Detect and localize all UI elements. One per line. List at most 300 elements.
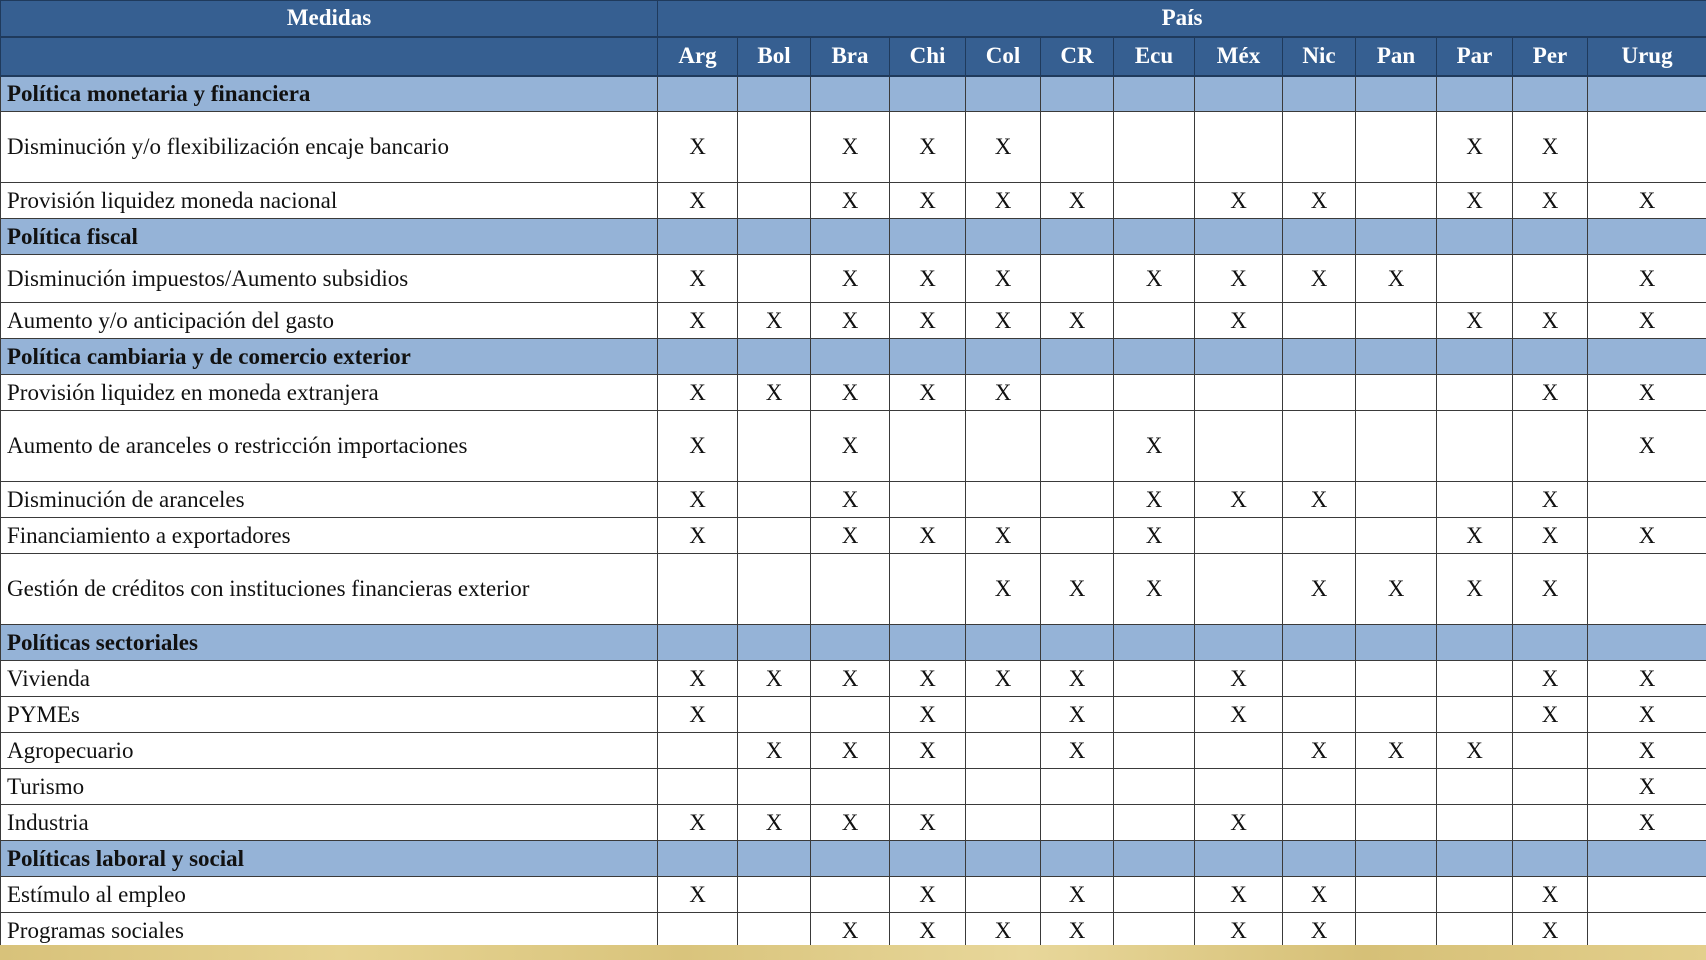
mark-cell — [1356, 518, 1437, 554]
measure-label: Agropecuario — [1, 733, 658, 769]
mark-cell: X — [1114, 482, 1195, 518]
section-fill-cell — [1437, 219, 1513, 255]
mark-cell: X — [890, 255, 966, 303]
mark-cell: X — [1588, 255, 1706, 303]
mark-cell — [738, 411, 811, 482]
mark-cell — [1513, 733, 1588, 769]
mark-cell — [1588, 913, 1706, 949]
mark-cell — [1437, 482, 1513, 518]
mark-cell — [1437, 661, 1513, 697]
mark-cell — [1437, 769, 1513, 805]
mark-cell — [1437, 697, 1513, 733]
mark-cell: X — [1437, 183, 1513, 219]
mark-cell — [811, 877, 890, 913]
section-fill-cell — [966, 339, 1041, 375]
section-fill-cell — [811, 76, 890, 112]
mark-cell: X — [738, 805, 811, 841]
mark-cell: X — [658, 877, 738, 913]
mark-cell: X — [1588, 183, 1706, 219]
mark-cell — [658, 913, 738, 949]
section-fill-cell — [966, 625, 1041, 661]
mark-cell — [1283, 697, 1356, 733]
table-row — [1, 375, 1706, 411]
section-fill-cell — [658, 841, 738, 877]
mark-cell — [738, 255, 811, 303]
mark-cell — [1114, 303, 1195, 339]
mark-cell: X — [1283, 482, 1356, 518]
mark-cell: X — [1283, 877, 1356, 913]
mark-cell: X — [1283, 255, 1356, 303]
mark-cell: X — [811, 255, 890, 303]
mark-cell: X — [658, 112, 738, 183]
mark-cell: X — [1195, 255, 1283, 303]
mark-cell — [1513, 769, 1588, 805]
mark-cell — [1356, 877, 1437, 913]
measure-label: Industria — [1, 805, 658, 841]
measure-label: Disminución de aranceles — [1, 482, 658, 518]
mark-cell: X — [658, 375, 738, 411]
mark-cell: X — [1041, 661, 1114, 697]
mark-cell — [658, 769, 738, 805]
section-fill-cell — [738, 219, 811, 255]
section-fill-cell — [1513, 219, 1588, 255]
country-column-header: Chi — [890, 37, 966, 76]
section-fill-cell — [1356, 841, 1437, 877]
mark-cell — [1195, 769, 1283, 805]
mark-cell: X — [658, 183, 738, 219]
mark-cell: X — [811, 411, 890, 482]
section-fill-cell — [1114, 841, 1195, 877]
mark-cell: X — [811, 661, 890, 697]
mark-cell — [1588, 112, 1706, 183]
measures-subheader-blank — [1, 37, 658, 76]
section-row — [1, 76, 1706, 112]
mark-cell — [1513, 255, 1588, 303]
mark-cell — [1283, 303, 1356, 339]
measure-label: Provisión liquidez moneda nacional — [1, 183, 658, 219]
section-fill-cell — [1356, 625, 1437, 661]
header-row-countries — [1, 37, 1706, 76]
table-row — [1, 554, 1706, 625]
mark-cell: X — [966, 661, 1041, 697]
country-column-header: Arg — [658, 37, 738, 76]
section-row — [1, 339, 1706, 375]
mark-cell: X — [1513, 877, 1588, 913]
mark-cell — [1356, 411, 1437, 482]
mark-cell: X — [1437, 554, 1513, 625]
mark-cell: X — [1588, 769, 1706, 805]
mark-cell — [738, 554, 811, 625]
section-fill-cell — [1283, 339, 1356, 375]
country-column-header: Bol — [738, 37, 811, 76]
table-row — [1, 805, 1706, 841]
mark-cell: X — [811, 733, 890, 769]
mark-cell — [1114, 661, 1195, 697]
table-row — [1, 877, 1706, 913]
mark-cell — [966, 411, 1041, 482]
section-fill-cell — [811, 625, 890, 661]
mark-cell — [1437, 411, 1513, 482]
section-row — [1, 841, 1706, 877]
mark-cell — [1041, 255, 1114, 303]
mark-cell — [1195, 411, 1283, 482]
mark-cell — [1283, 769, 1356, 805]
mark-cell — [1356, 482, 1437, 518]
mark-cell: X — [966, 303, 1041, 339]
measure-label: Programas sociales — [1, 913, 658, 949]
section-fill-cell — [890, 219, 966, 255]
mark-cell — [1114, 805, 1195, 841]
mark-cell — [738, 482, 811, 518]
section-fill-cell — [966, 219, 1041, 255]
section-fill-cell — [1588, 219, 1706, 255]
mark-cell — [1356, 375, 1437, 411]
mark-cell: X — [811, 482, 890, 518]
mark-cell: X — [658, 518, 738, 554]
mark-cell — [1195, 733, 1283, 769]
measure-label: Estímulo al empleo — [1, 877, 658, 913]
mark-cell: X — [1283, 733, 1356, 769]
section-fill-cell — [811, 219, 890, 255]
mark-cell: X — [1195, 805, 1283, 841]
mark-cell — [811, 554, 890, 625]
mark-cell: X — [966, 375, 1041, 411]
mark-cell — [1437, 375, 1513, 411]
mark-cell — [966, 482, 1041, 518]
mark-cell — [966, 769, 1041, 805]
country-header: País — [658, 1, 1706, 37]
mark-cell: X — [1195, 913, 1283, 949]
mark-cell — [1114, 183, 1195, 219]
table-row — [1, 303, 1706, 339]
mark-cell — [1283, 805, 1356, 841]
mark-cell: X — [811, 303, 890, 339]
mark-cell — [1283, 411, 1356, 482]
mark-cell — [1437, 877, 1513, 913]
mark-cell — [1588, 554, 1706, 625]
section-fill-cell — [1283, 219, 1356, 255]
section-fill-cell — [1588, 76, 1706, 112]
mark-cell — [1041, 482, 1114, 518]
mark-cell — [1513, 411, 1588, 482]
section-fill-cell — [1513, 841, 1588, 877]
country-column-header: Par — [1437, 37, 1513, 76]
section-fill-cell — [1588, 339, 1706, 375]
mark-cell: X — [890, 183, 966, 219]
mark-cell — [1283, 112, 1356, 183]
mark-cell: X — [1114, 518, 1195, 554]
section-fill-cell — [1437, 625, 1513, 661]
mark-cell — [1283, 375, 1356, 411]
measures-header: Medidas — [1, 1, 658, 37]
mark-cell: X — [1195, 482, 1283, 518]
mark-cell: X — [1195, 303, 1283, 339]
mark-cell: X — [1283, 183, 1356, 219]
mark-cell — [1041, 411, 1114, 482]
section-label: Política cambiaria y de comercio exterior — [1, 339, 658, 375]
mark-cell — [1114, 769, 1195, 805]
mark-cell: X — [890, 518, 966, 554]
table-row — [1, 112, 1706, 183]
table-row — [1, 255, 1706, 303]
mark-cell — [1041, 769, 1114, 805]
section-fill-cell — [966, 841, 1041, 877]
mark-cell — [738, 913, 811, 949]
country-column-header: Ecu — [1114, 37, 1195, 76]
measure-label: Aumento y/o anticipación del gasto — [1, 303, 658, 339]
mark-cell: X — [1513, 375, 1588, 411]
mark-cell: X — [890, 805, 966, 841]
mark-cell: X — [658, 411, 738, 482]
mark-cell — [1356, 805, 1437, 841]
mark-cell: X — [1041, 877, 1114, 913]
mark-cell — [738, 518, 811, 554]
section-fill-cell — [738, 76, 811, 112]
mark-cell — [738, 697, 811, 733]
mark-cell — [1114, 913, 1195, 949]
section-fill-cell — [1195, 219, 1283, 255]
mark-cell: X — [738, 733, 811, 769]
mark-cell: X — [1588, 411, 1706, 482]
mark-cell: X — [966, 255, 1041, 303]
mark-cell: X — [658, 255, 738, 303]
mark-cell — [1356, 913, 1437, 949]
mark-cell — [1195, 554, 1283, 625]
measure-label: Disminución impuestos/Aumento subsidios — [1, 255, 658, 303]
mark-cell: X — [1114, 255, 1195, 303]
country-column-header: Bra — [811, 37, 890, 76]
section-fill-cell — [1356, 219, 1437, 255]
mark-cell: X — [1195, 697, 1283, 733]
mark-cell — [966, 697, 1041, 733]
mark-cell: X — [1114, 411, 1195, 482]
mark-cell: X — [1041, 733, 1114, 769]
mark-cell — [811, 769, 890, 805]
measure-label: Disminución y/o flexibilización encaje bancario — [1, 112, 658, 183]
mark-cell — [1356, 303, 1437, 339]
mark-cell: X — [1588, 303, 1706, 339]
section-fill-cell — [1195, 339, 1283, 375]
section-fill-cell — [1437, 841, 1513, 877]
table-row — [1, 411, 1706, 482]
mark-cell — [966, 877, 1041, 913]
mark-cell — [738, 112, 811, 183]
section-fill-cell — [811, 339, 890, 375]
mark-cell — [966, 805, 1041, 841]
section-fill-cell — [738, 339, 811, 375]
country-column-header: Col — [966, 37, 1041, 76]
section-fill-cell — [1283, 625, 1356, 661]
mark-cell — [738, 769, 811, 805]
section-row — [1, 625, 1706, 661]
mark-cell: X — [1195, 877, 1283, 913]
mark-cell — [890, 411, 966, 482]
mark-cell — [890, 769, 966, 805]
mark-cell: X — [658, 661, 738, 697]
mark-cell — [1195, 112, 1283, 183]
mark-cell: X — [1437, 518, 1513, 554]
header-row-top — [1, 1, 1706, 37]
mark-cell: X — [1513, 554, 1588, 625]
mark-cell — [1195, 375, 1283, 411]
mark-cell: X — [658, 482, 738, 518]
mark-cell: X — [890, 733, 966, 769]
section-fill-cell — [1041, 625, 1114, 661]
measure-label: Vivienda — [1, 661, 658, 697]
mark-cell: X — [890, 661, 966, 697]
mark-cell: X — [1283, 554, 1356, 625]
mark-cell — [1437, 255, 1513, 303]
mark-cell: X — [811, 518, 890, 554]
mark-cell: X — [1588, 805, 1706, 841]
mark-cell: X — [1114, 554, 1195, 625]
mark-cell: X — [1513, 697, 1588, 733]
mark-cell: X — [1356, 733, 1437, 769]
mark-cell — [1356, 697, 1437, 733]
mark-cell: X — [811, 375, 890, 411]
section-fill-cell — [1114, 219, 1195, 255]
measure-label: Aumento de aranceles o restricción importaciones — [1, 411, 658, 482]
section-fill-cell — [1513, 625, 1588, 661]
table-row — [1, 733, 1706, 769]
section-fill-cell — [1588, 625, 1706, 661]
mark-cell: X — [966, 554, 1041, 625]
mark-cell — [1041, 375, 1114, 411]
mark-cell: X — [1588, 661, 1706, 697]
table-row — [1, 183, 1706, 219]
mark-cell: X — [966, 183, 1041, 219]
mark-cell — [1356, 661, 1437, 697]
measure-label: Provisión liquidez en moneda extranjera — [1, 375, 658, 411]
section-fill-cell — [1356, 76, 1437, 112]
section-fill-cell — [1114, 76, 1195, 112]
section-fill-cell — [1041, 219, 1114, 255]
mark-cell: X — [1195, 661, 1283, 697]
table-row — [1, 913, 1706, 949]
mark-cell: X — [1283, 913, 1356, 949]
mark-cell — [1588, 482, 1706, 518]
section-fill-cell — [658, 76, 738, 112]
mark-cell: X — [966, 112, 1041, 183]
section-fill-cell — [890, 625, 966, 661]
measure-label: Turismo — [1, 769, 658, 805]
mark-cell — [890, 482, 966, 518]
mark-cell — [811, 697, 890, 733]
mark-cell: X — [1437, 112, 1513, 183]
section-fill-cell — [738, 625, 811, 661]
mark-cell: X — [890, 913, 966, 949]
mark-cell: X — [1356, 255, 1437, 303]
mark-cell: X — [811, 112, 890, 183]
section-fill-cell — [966, 76, 1041, 112]
section-fill-cell — [1114, 339, 1195, 375]
mark-cell: X — [1588, 518, 1706, 554]
section-fill-cell — [1283, 841, 1356, 877]
mark-cell — [738, 183, 811, 219]
mark-cell — [1356, 183, 1437, 219]
table-row — [1, 769, 1706, 805]
section-fill-cell — [1195, 76, 1283, 112]
mark-cell: X — [658, 303, 738, 339]
mark-cell — [1114, 697, 1195, 733]
section-fill-cell — [1513, 76, 1588, 112]
mark-cell — [1283, 661, 1356, 697]
section-fill-cell — [738, 841, 811, 877]
country-column-header: Urug — [1588, 37, 1706, 76]
mark-cell — [738, 877, 811, 913]
mark-cell: X — [1356, 554, 1437, 625]
mark-cell: X — [1041, 183, 1114, 219]
section-fill-cell — [658, 219, 738, 255]
mark-cell — [890, 554, 966, 625]
mark-cell: X — [890, 697, 966, 733]
country-column-header: Nic — [1283, 37, 1356, 76]
mark-cell — [1356, 112, 1437, 183]
mark-cell: X — [1437, 733, 1513, 769]
section-fill-cell — [1283, 76, 1356, 112]
mark-cell — [1041, 518, 1114, 554]
section-label: Políticas laboral y social — [1, 841, 658, 877]
country-column-header: CR — [1041, 37, 1114, 76]
decorative-footer-band — [0, 945, 1706, 960]
mark-cell — [1283, 518, 1356, 554]
section-row — [1, 219, 1706, 255]
section-fill-cell — [658, 625, 738, 661]
mark-cell: X — [738, 303, 811, 339]
mark-cell — [1114, 877, 1195, 913]
mark-cell: X — [966, 913, 1041, 949]
mark-cell: X — [890, 375, 966, 411]
section-fill-cell — [811, 841, 890, 877]
mark-cell: X — [811, 183, 890, 219]
section-fill-cell — [1356, 339, 1437, 375]
mark-cell — [658, 733, 738, 769]
mark-cell: X — [1041, 697, 1114, 733]
mark-cell — [1195, 518, 1283, 554]
mark-cell — [1114, 733, 1195, 769]
section-fill-cell — [1041, 841, 1114, 877]
mark-cell: X — [1588, 375, 1706, 411]
mark-cell — [1588, 877, 1706, 913]
country-column-header: Per — [1513, 37, 1588, 76]
mark-cell: X — [811, 805, 890, 841]
mark-cell — [1437, 913, 1513, 949]
measure-label: PYMEs — [1, 697, 658, 733]
country-column-header: Pan — [1356, 37, 1437, 76]
mark-cell: X — [1041, 554, 1114, 625]
section-fill-cell — [1041, 339, 1114, 375]
section-fill-cell — [890, 841, 966, 877]
mark-cell: X — [1513, 518, 1588, 554]
mark-cell — [1356, 769, 1437, 805]
mark-cell: X — [658, 697, 738, 733]
table-row — [1, 661, 1706, 697]
mark-cell — [658, 554, 738, 625]
mark-cell: X — [1195, 183, 1283, 219]
mark-cell: X — [658, 805, 738, 841]
mark-cell: X — [1588, 733, 1706, 769]
mark-cell: X — [890, 877, 966, 913]
section-fill-cell — [1588, 841, 1706, 877]
section-fill-cell — [1437, 339, 1513, 375]
mark-cell: X — [1513, 112, 1588, 183]
section-fill-cell — [1195, 625, 1283, 661]
mark-cell — [1437, 805, 1513, 841]
section-fill-cell — [658, 339, 738, 375]
mark-cell — [1041, 112, 1114, 183]
mark-cell: X — [1041, 303, 1114, 339]
mark-cell: X — [1588, 697, 1706, 733]
